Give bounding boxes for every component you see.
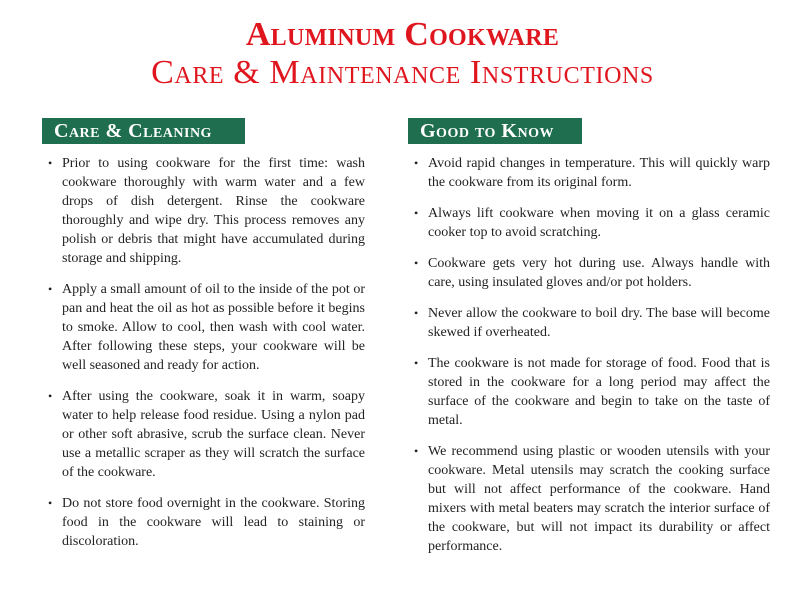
list-item-text: Do not store food overnight in the cookware. Storing food in the cookware will lead to staining or discoloration.	[62, 496, 365, 549]
list-item	[42, 494, 365, 551]
page-subtitle: Care & Maintenance Instructions	[151, 54, 654, 91]
list-item	[408, 354, 770, 430]
bullet-icon: •	[48, 496, 53, 510]
good-to-know-heading: Good to Know	[408, 118, 582, 144]
list-item-text: The cookware is not made for storage of food. Food that is stored in the cookware for a long period may affect the surface of the cookware and begin to take on the taste of metal.	[428, 356, 770, 428]
bullet-icon: •	[414, 156, 419, 170]
list-item	[408, 254, 770, 292]
list-item	[408, 154, 770, 192]
list-item-text: Cookware gets very hot during use. Always handle with care, using insulated gloves and/or pot holders.	[428, 256, 770, 290]
bullet-icon: •	[414, 306, 419, 320]
good-to-know-section	[408, 118, 770, 554]
care-cleaning-list	[42, 154, 365, 563]
list-item-text: Prior to using cookware for the first time: wash cookware thoroughly with warm water and a few drops of dish detergent. Rinse the cookware thoroughly and wipe dry. This process removes any polish or debris that might have accumulated during storage and shipping.	[62, 156, 365, 266]
list-item-text: Never allow the cookware to boil dry. The base will become skewed if overheated.	[428, 306, 770, 340]
bullet-icon: •	[48, 156, 53, 170]
bullet-icon: •	[48, 389, 53, 403]
list-item	[408, 304, 770, 342]
list-item-text: We recommend using plastic or wooden utensils with your cookware. Metal utensils may scratch the cooking surface but will not affect performance of the cookware. Hand mixers with metal beaters may scratch the interior surface of the cookware, but will not impact its durability or affect performance.	[428, 444, 770, 554]
bullet-icon: •	[414, 444, 419, 458]
list-item	[42, 154, 365, 268]
care-cleaning-section	[42, 118, 365, 549]
list-item-text: Always lift cookware when moving it on a glass ceramic cooker top to avoid scratching.	[428, 206, 770, 240]
list-item-text: Avoid rapid changes in temperature. This will quickly warp the cookware from its original form.	[428, 156, 770, 190]
list-item	[42, 387, 365, 482]
bullet-icon: •	[48, 282, 53, 296]
page-title: Aluminum Cookware	[245, 16, 560, 53]
list-item-text: After using the cookware, soak it in warm, soapy water to help release food residue. Using a nylon pad or other soft abrasive, scrub the surface clean. Never use a metallic scraper as they will scratch the surface of the cookware.	[62, 389, 365, 480]
list-item	[408, 204, 770, 242]
bullet-icon: •	[414, 206, 419, 220]
list-item	[408, 442, 770, 556]
list-item	[42, 280, 365, 375]
list-item-text: Apply a small amount of oil to the inside of the pot or pan and heat the oil as hot as possible before it begins to smoke. Allow to cool, then wash with cool water. After following these steps, your cookware will be well seasoned and ready for action.	[62, 282, 365, 373]
bullet-icon: •	[414, 356, 419, 370]
care-cleaning-heading: Care & Cleaning	[42, 118, 245, 144]
good-to-know-list	[408, 154, 770, 568]
bullet-icon: •	[414, 256, 419, 270]
